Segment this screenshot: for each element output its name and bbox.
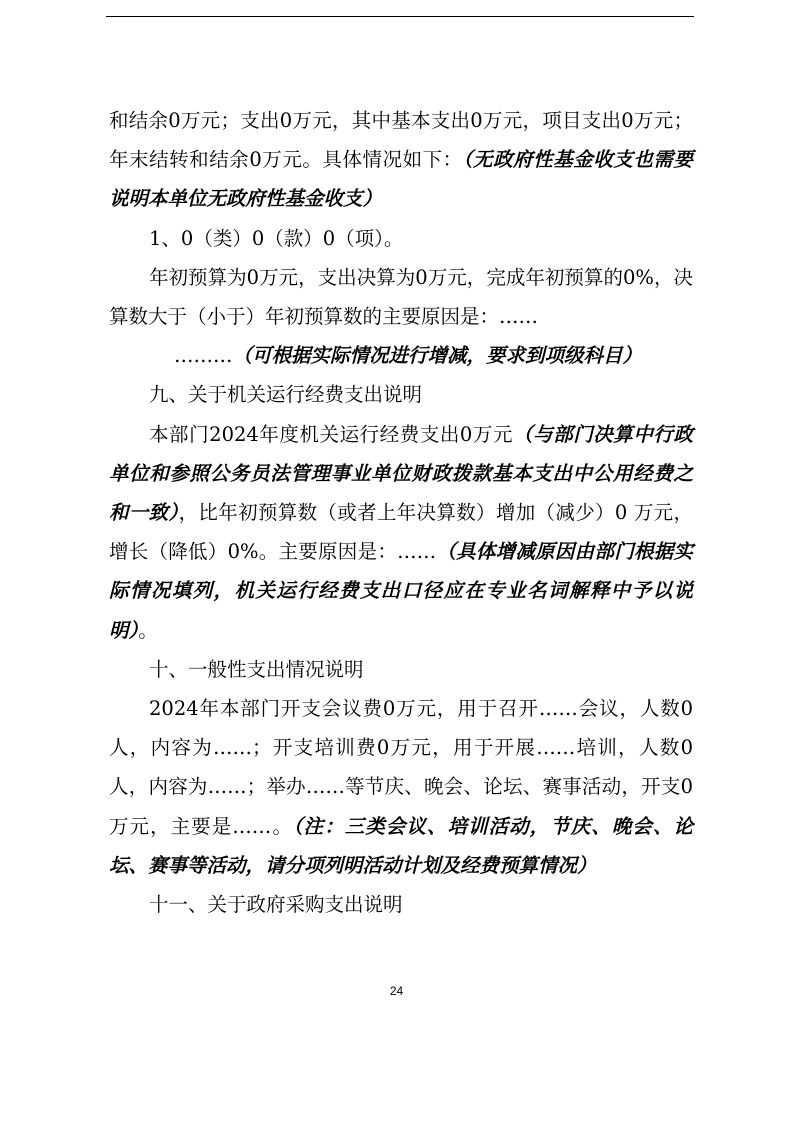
budget-item-line: 1、0（类）0（款）0（项）。 [149, 226, 404, 250]
adjustment-note-paragraph [109, 336, 693, 375]
fund-summary-note: （无政府性基金收支也需要说明本单位无政府性基金收支） [109, 148, 693, 211]
section-9-heading: 九、关于机关运行经费支出说明 [149, 383, 423, 407]
operating-expense-reason-note: （具体增减原因由部门根据实际情况填列，机关运行经费支出口径应在专业名词解释中予以说明） [109, 540, 693, 642]
page-number: 24 [389, 984, 404, 998]
section-11-heading: 十一、关于政府采购支出说明 [149, 893, 403, 917]
document-body [109, 101, 693, 924]
section-10-heading: 十、一般性支出情况说明 [149, 657, 364, 681]
operating-expense-paragraph [109, 415, 693, 650]
header-rule [106, 16, 694, 17]
fund-summary-text: 和结余0万元；支出0万元，其中基本支出0万元，项目支出0万元；年末结转和结余0万元。具体情况如下： [109, 109, 693, 172]
fund-summary-paragraph [109, 101, 693, 219]
ellipsis-text: ……… [174, 344, 233, 368]
general-expense-note: （注：三类会议、培训活动，节庆、晚会、论坛、赛事等活动，请分项列明活动计划及经费预算情况） [109, 814, 693, 877]
general-expense-paragraph [109, 689, 693, 885]
operating-expense-note: （与部门决算中行政单位和参照公务员法管理事业单位财政拨款基本支出中公用经费之和一致） [109, 422, 693, 525]
budget-execution-paragraph: 年初预算为0万元，支出决算为0万元，完成年初预算的0%，决算数大于（小于）年初预算数的主要原因是：…… [109, 265, 693, 329]
operating-expense-text: 本部门2024年度机关运行经费支出0万元 [149, 422, 514, 446]
general-expense-text: 2024年本部门开支会议费0万元，用于召开……会议，人数0人，内容为……；开支培训费0万元，用于开展……培训，人数0人，内容为……；举办……等节庆、晚会、论坛、赛事活动，开支0万元，主要是……。 [109, 697, 693, 838]
operating-expense-end: 。 [138, 618, 158, 642]
operating-expense-change-text: ，比年初预算数（或者上年决算数）增加（减少）0 万元，增长（降低）0%。主要原因是：…… [109, 501, 693, 564]
adjustment-note: （可根据实际情况进行增减，要求到项级科目） [232, 344, 643, 368]
